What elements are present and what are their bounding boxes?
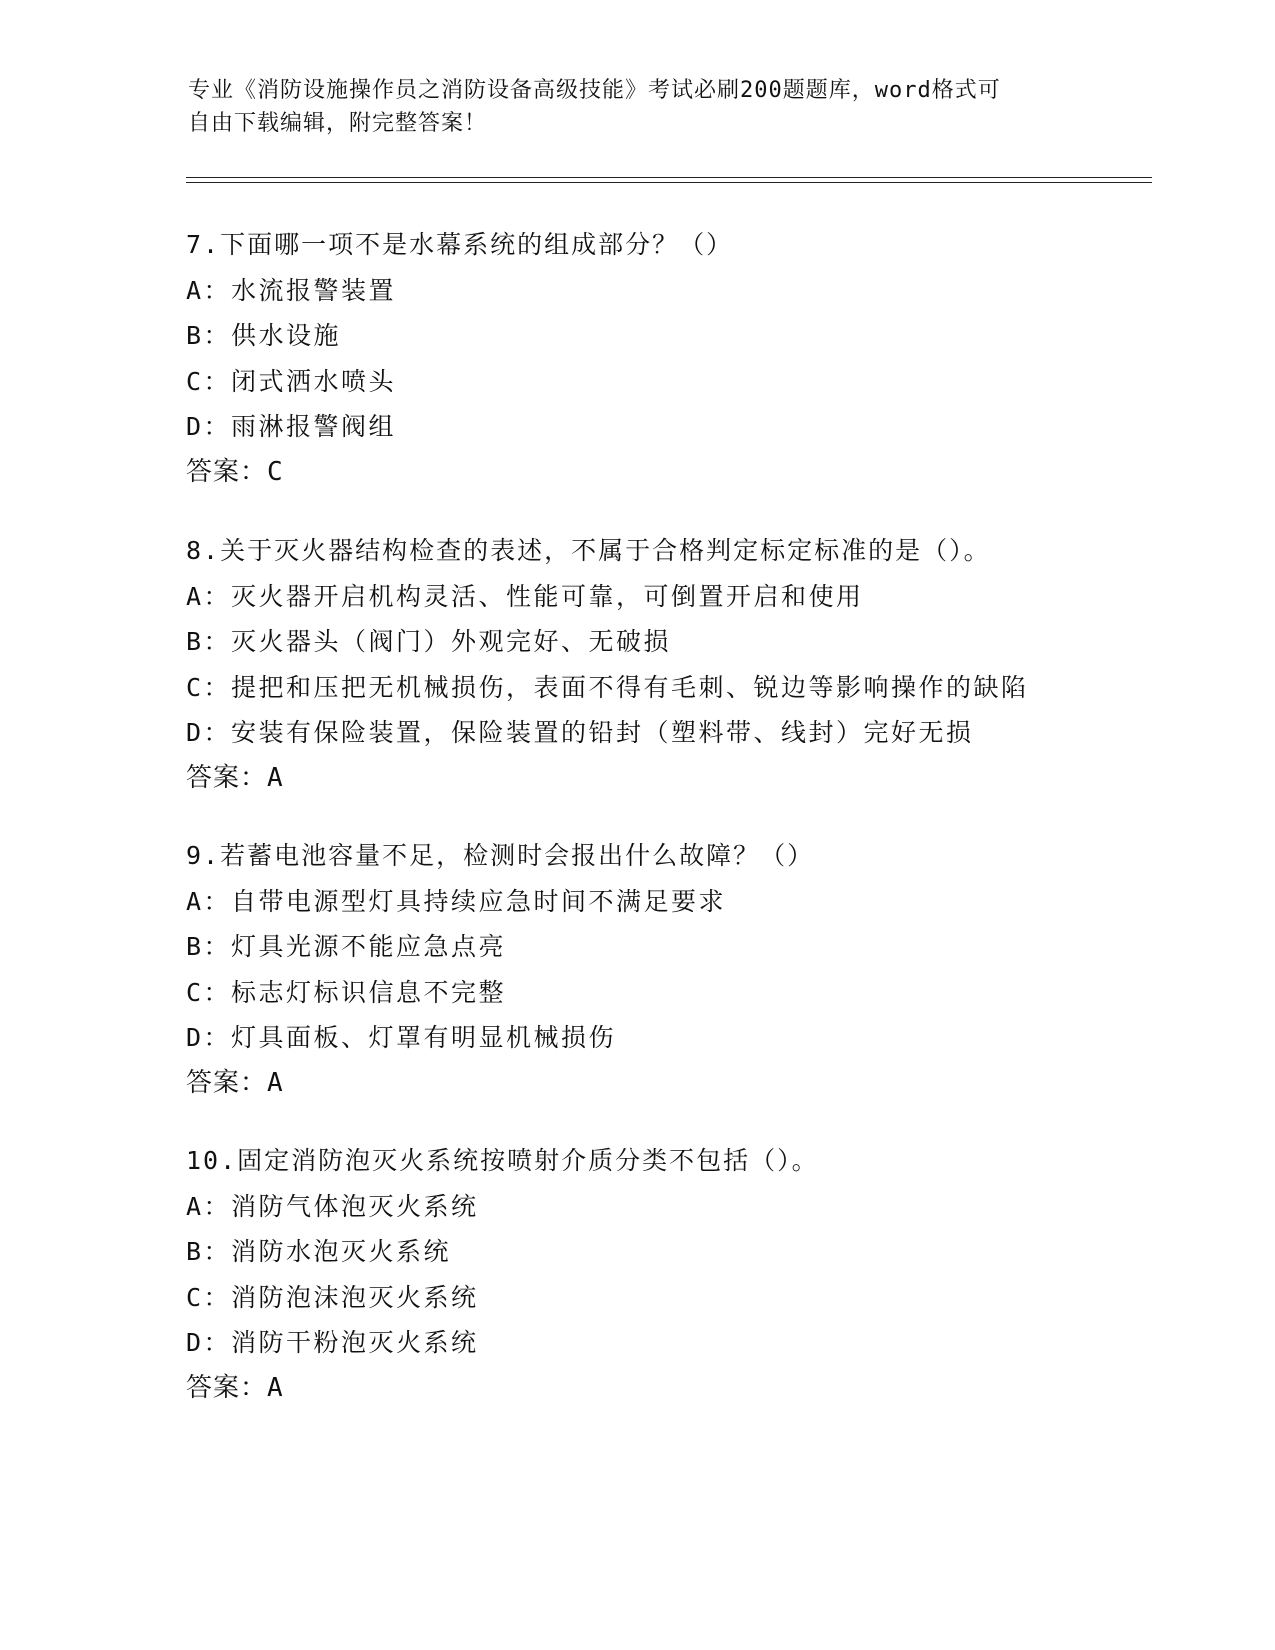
question-title: 9.若蓄电池容量不足，检测时会报出什么故障？（） <box>186 841 815 870</box>
option-a: A：水流报警装置 <box>186 275 397 305</box>
question-block <box>186 222 1146 495</box>
option-d: D：雨淋报警阀组 <box>186 412 397 441</box>
answer-label: 答案： <box>186 1372 268 1403</box>
option-b: B：供水设施 <box>186 321 342 350</box>
answer-line <box>186 450 1146 496</box>
question-block <box>186 528 1146 801</box>
question-block <box>186 833 1146 1106</box>
option-c: C：提把和压把无机械损伤，表面不得有毛刺、锐边等影响操作的缺陷 <box>186 672 1029 702</box>
answer-line <box>186 756 1146 802</box>
header-line-1: 专业《消防设施操作员之消防设备高级技能》考试必刷200题题库，word格式可 <box>188 78 1001 103</box>
option-d: D：安装有保险装置，保险装置的铅封（塑料带、线封）完好无损 <box>186 718 974 747</box>
question-title: 7.下面哪一项不是水幕系统的组成部分？（） <box>186 230 734 259</box>
answer-line <box>186 1061 1146 1107</box>
document-header <box>188 74 1078 140</box>
option-c: C：消防泡沫泡灭火系统 <box>186 1282 479 1312</box>
answer-value: A <box>267 1067 284 1098</box>
answer-value: A <box>267 1372 284 1403</box>
answer-label: 答案： <box>186 762 268 793</box>
question-block <box>186 1138 1146 1411</box>
option-b: B：灯具光源不能应急点亮 <box>186 932 507 961</box>
option-b: B：消防水泡灭火系统 <box>186 1237 452 1266</box>
answer-label: 答案： <box>186 456 268 487</box>
option-d: D：灯具面板、灯罩有明显机械损伤 <box>186 1023 617 1052</box>
option-a: A：灭火器开启机构灵活、性能可靠，可倒置开启和使用 <box>186 581 864 611</box>
header-divider-top <box>186 177 1152 178</box>
option-a: A：消防气体泡灭火系统 <box>186 1191 479 1221</box>
answer-value: C <box>267 456 284 487</box>
header-line-2: 自由下载编辑，附完整答案！ <box>188 111 488 136</box>
option-b: B：灭火器头（阀门）外观完好、无破损 <box>186 627 672 656</box>
question-title: 8.关于灭火器结构检查的表述，不属于合格判定标定标准的是（）。 <box>186 536 991 565</box>
option-c: C：标志灯标识信息不完整 <box>186 977 507 1007</box>
option-c: C：闭式洒水喷头 <box>186 366 397 396</box>
question-title: 10.固定消防泡灭火系统按喷射介质分类不包括（）。 <box>186 1146 819 1175</box>
answer-line <box>186 1366 1146 1412</box>
option-d: D：消防干粉泡灭火系统 <box>186 1328 479 1357</box>
answer-label: 答案： <box>186 1067 268 1098</box>
option-a: A：自带电源型灯具持续应急时间不满足要求 <box>186 886 727 916</box>
header-divider-bottom <box>186 182 1152 183</box>
answer-value: A <box>267 762 284 793</box>
